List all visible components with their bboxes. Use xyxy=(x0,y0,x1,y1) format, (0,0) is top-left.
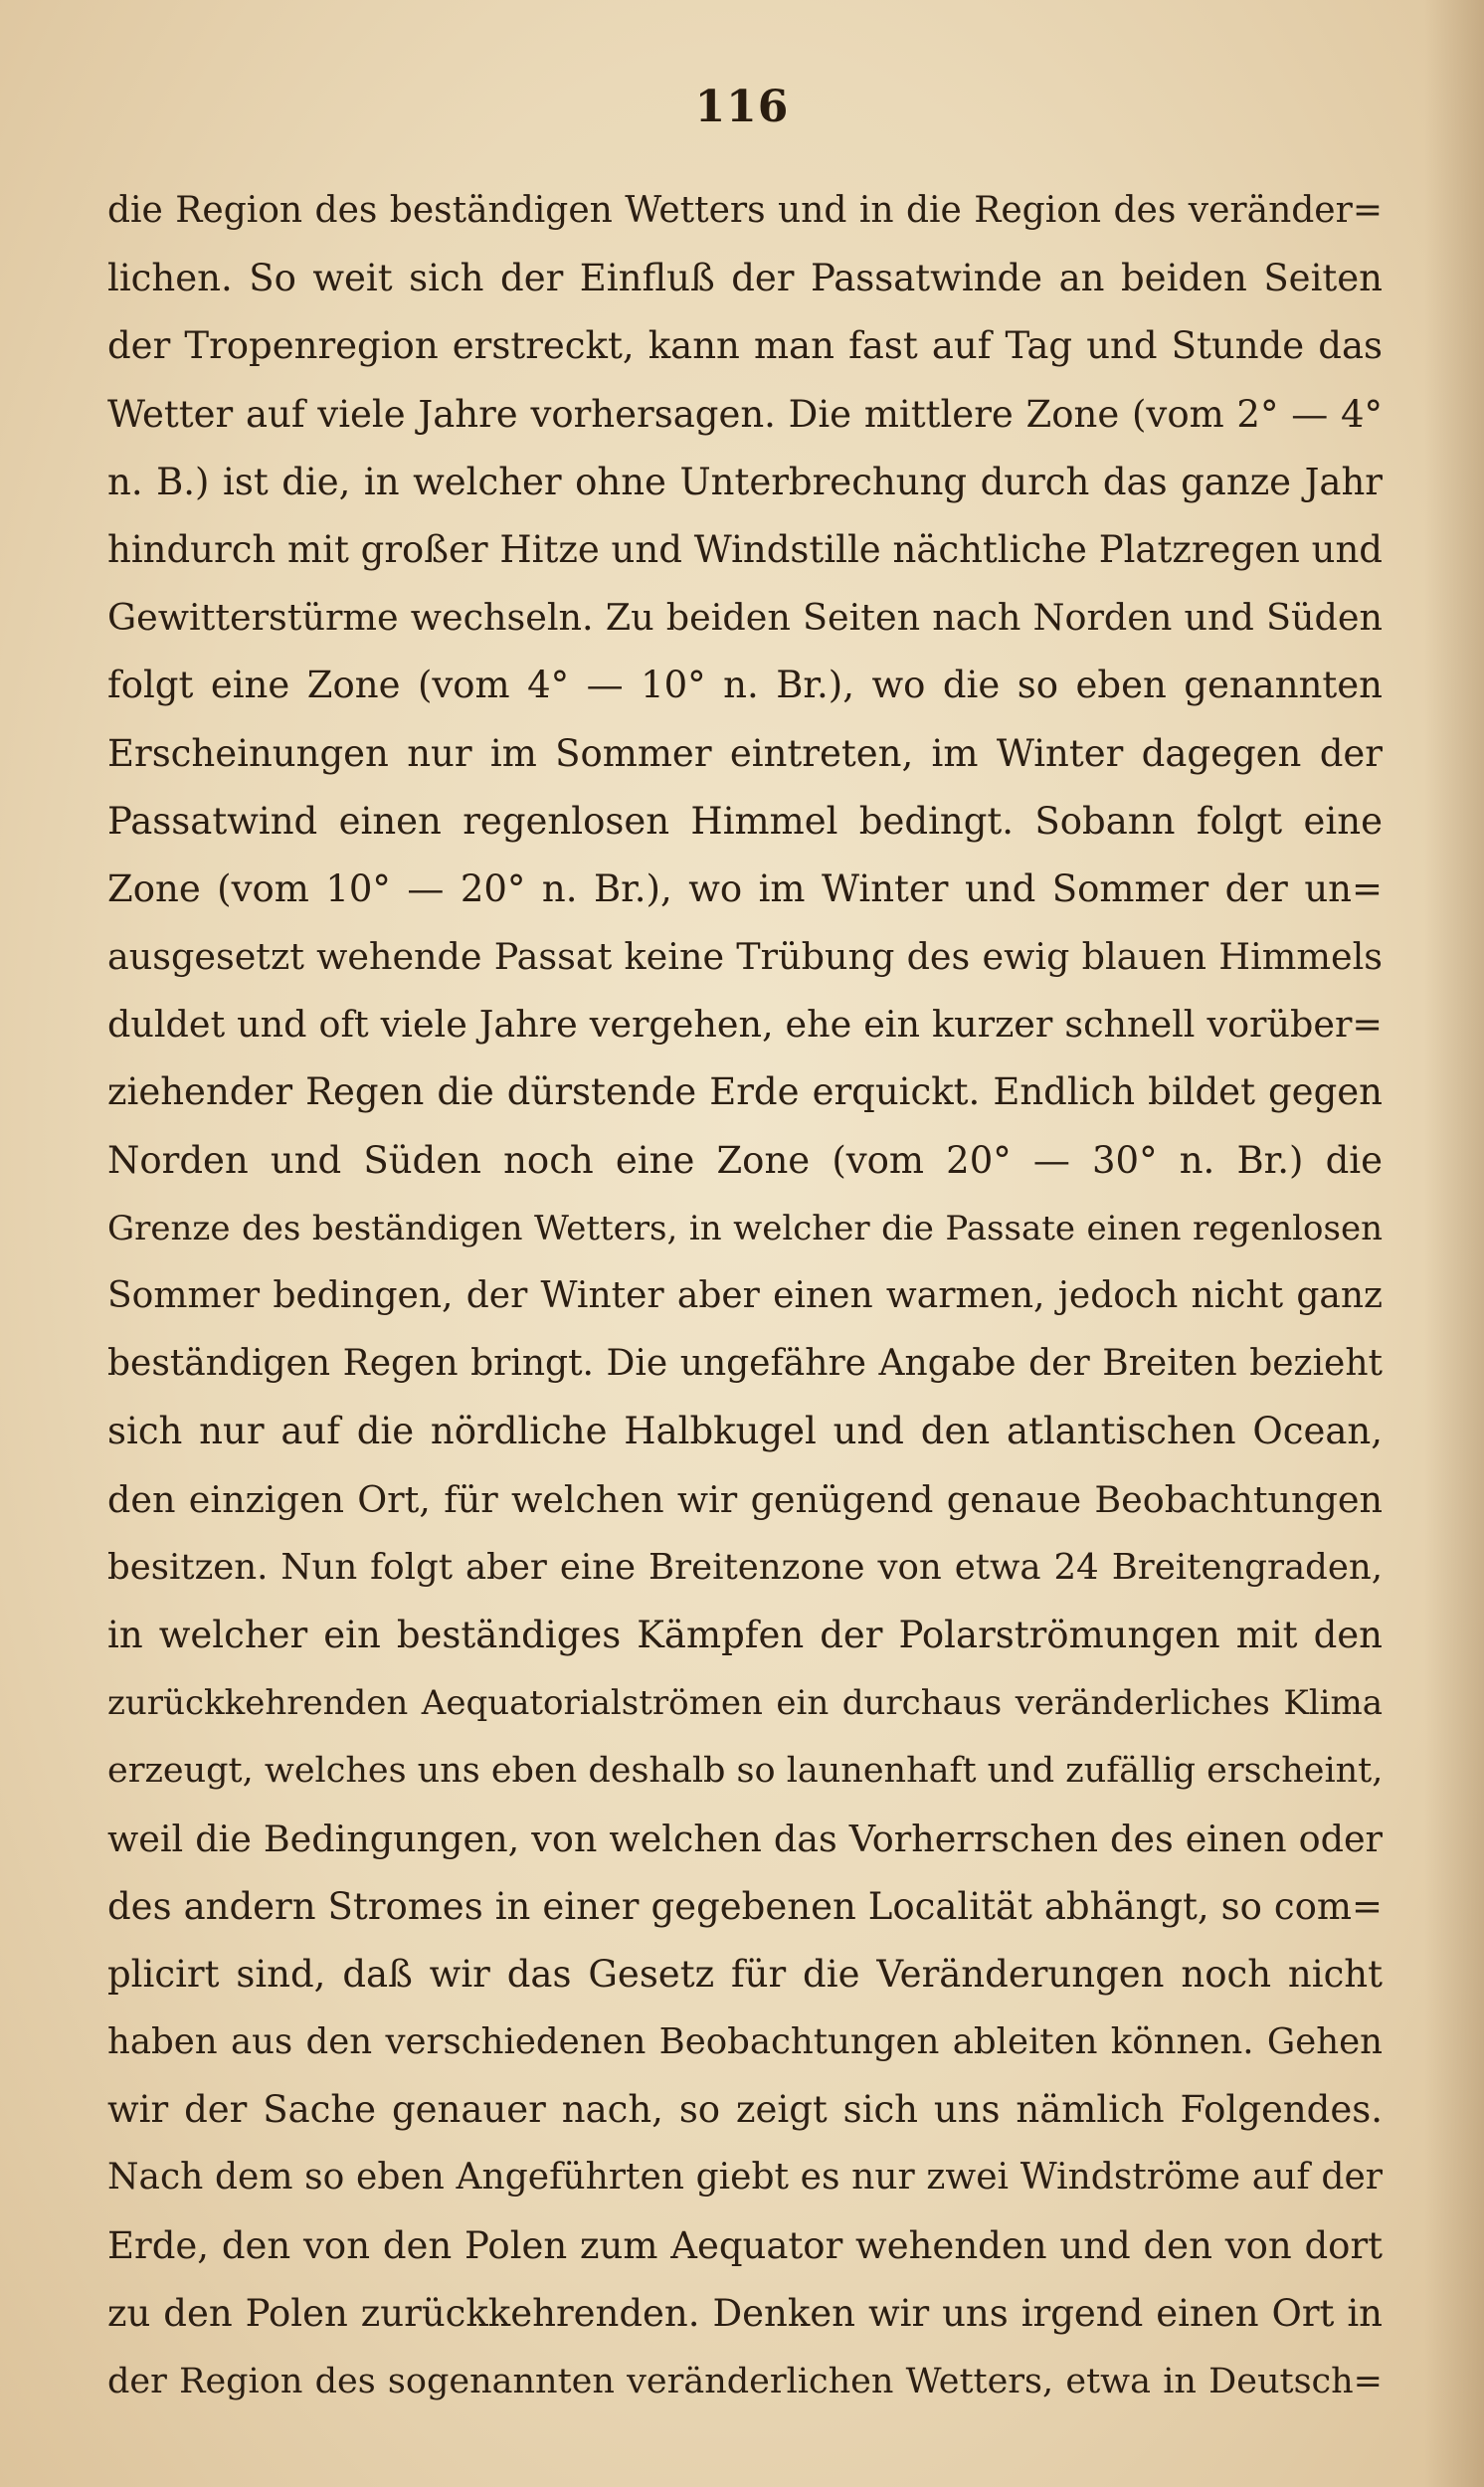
text-line: ziehender Regen die dürstende Erde erquickt. Endlich bildet gegen xyxy=(107,1070,1383,1114)
text-line: des andern Stromes in einer gegebenen Localität abhängt, so com= xyxy=(107,1884,1383,1928)
body-text xyxy=(107,177,1383,2415)
text-line: Nach dem so eben Angeführten giebt es nur zwei Windströme auf der xyxy=(107,2157,1383,2199)
text-line: Wetter auf viele Jahre vorhersagen. Die mittlere Zone (vom 2° — 4° xyxy=(107,392,1383,436)
text-line: Gewitterstürme wechseln. Zu beiden Seiten nach Norden und Süden xyxy=(107,596,1383,640)
text-line: Grenze des beständigen Wetters, in welcher die Passate einen regenlosen xyxy=(107,1208,1383,1248)
text-line: Erde, den von den Polen zum Aequator wehenden und den von dort xyxy=(107,2223,1383,2267)
text-line: duldet und oft viele Jahre vergehen, ehe ein kurzer schnell vorüber= xyxy=(107,1003,1383,1047)
text-line: Erscheinungen nur im Sommer eintreten, im Winter dagegen der xyxy=(107,731,1383,775)
text-line: haben aus den verschiedenen Beobachtungen ableiten können. Gehen xyxy=(107,2021,1383,2063)
text-line: plicirt sind, daß wir das Gesetz für die Veränderungen noch nicht xyxy=(107,1952,1383,1996)
text-line: hindurch mit großer Hitze und Windstille nächtliche Platzregen und xyxy=(107,527,1383,571)
page-number: 116 xyxy=(694,82,790,132)
text-line: beständigen Regen bringt. Die ungefähre Angabe der Breiten bezieht xyxy=(107,1343,1383,1385)
text-line: n. B.) ist die, in welcher ohne Unterbrechung durch das ganze Jahr xyxy=(107,460,1383,503)
text-line: Passatwind einen regenlosen Himmel bedingt. Sobann folgt eine xyxy=(107,799,1383,843)
text-line: weil die Bedingungen, von welchen das Vorherrschen des einen oder xyxy=(107,1817,1383,1860)
text-line: folgt eine Zone (vom 4° — 10° n. Br.), wo die so eben genannten xyxy=(107,664,1383,707)
text-line: der Region des sogenannten veränderlichen Wetters, etwa in Deutsch= xyxy=(107,2362,1383,2401)
text-line: zurückkehrenden Aequatorialströmen ein durchaus veränderliches Klima xyxy=(107,1683,1383,1724)
text-line: Sommer bedingen, der Winter aber einen warmen, jedoch nicht ganz xyxy=(107,1275,1383,1316)
text-line: lichen. So weit sich der Einfluß der Passatwinde an beiden Seiten xyxy=(107,257,1383,300)
text-line: der Tropenregion erstreckt, kann man fast auf Tag und Stunde das xyxy=(107,324,1383,368)
text-line: Norden und Süden noch eine Zone (vom 20° — 30° n. Br.) die xyxy=(107,1138,1383,1182)
text-line: besitzen. Nun folgt aber eine Breitenzone von etwa 24 Breitengraden, xyxy=(107,1546,1383,1588)
text-line: in welcher ein beständiges Kämpfen der Polarströmungen mit den xyxy=(107,1613,1383,1656)
text-line: Zone (vom 10° — 20° n. Br.), wo im Winter und Sommer der un= xyxy=(107,866,1383,910)
text-line: zu den Polen zurückkehrenden. Denken wir uns irgend einen Ort in xyxy=(107,2291,1383,2335)
page-edge-shadow xyxy=(1424,0,1484,2487)
text-line: ausgesetzt wehende Passat keine Trübung des ewig blauen Himmels xyxy=(107,935,1383,979)
text-line: sich nur auf die nördliche Halbkugel und den atlantischen Ocean, xyxy=(107,1410,1383,1453)
text-line: wir der Sache genauer nach, so zeigt sich uns nämlich Folgendes. xyxy=(107,2088,1383,2132)
text-line: den einzigen Ort, für welchen wir genügend genaue Beobachtungen xyxy=(107,1477,1383,1521)
text-line: erzeugt, welches uns eben deshalb so launenhaft und zufällig erscheint, xyxy=(107,1751,1383,1792)
text-line: die Region des beständigen Wetters und in die Region des veränder= xyxy=(107,190,1383,231)
